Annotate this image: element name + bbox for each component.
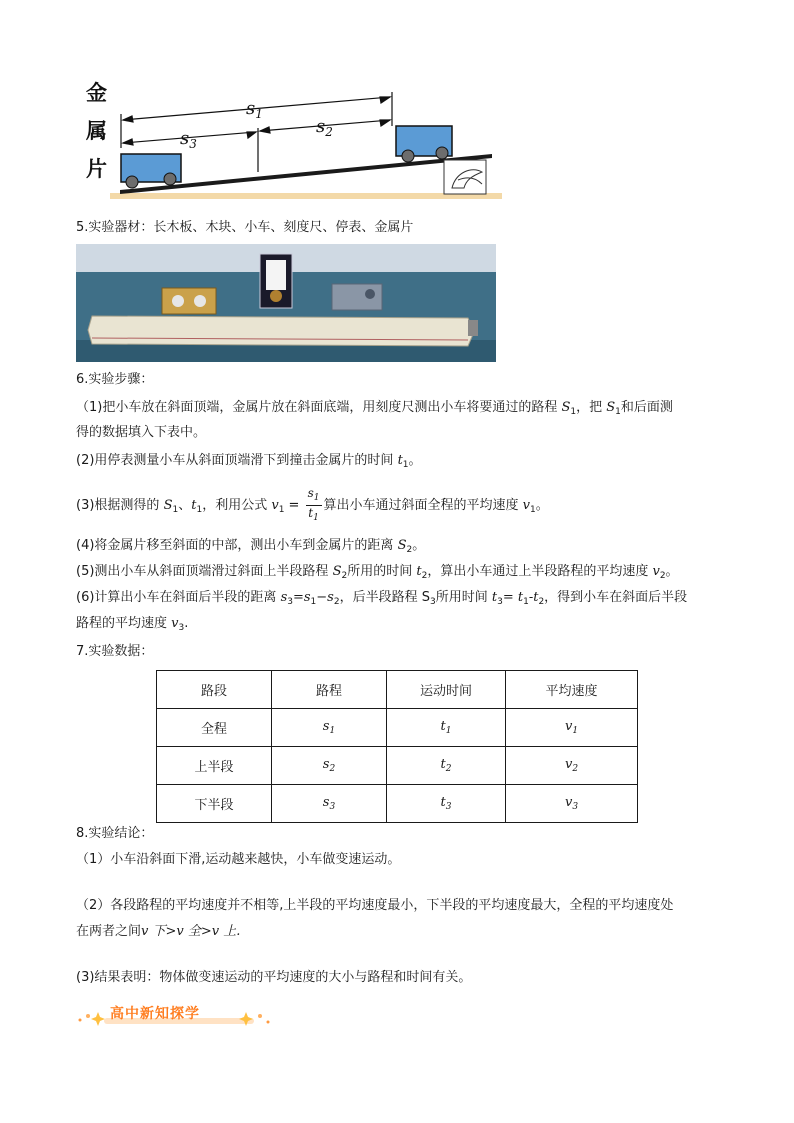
- table-cell: $s_2$: [272, 747, 387, 785]
- label-s1: $s_1$: [246, 98, 263, 121]
- conclusion-2-line-1: （2）各段路程的平均速度并不相等,上半段的平均速度最小，下半段的平均速度最大，全程的平均速度处: [76, 898, 674, 913]
- metal-sheet-label-1: 金: [86, 81, 107, 105]
- section-8-title: 8.实验结论：: [76, 826, 154, 841]
- table-row: [157, 709, 638, 747]
- data-table: [156, 670, 638, 823]
- table-cell: $s_3$: [272, 785, 387, 823]
- wood-block: [444, 160, 486, 194]
- table-header: 路段: [157, 671, 272, 709]
- step-3: (3)根据测得的 $S_1$、$t_1$，利用公式 $v_1$ = $\frac{s_1}{t_1}$ 算出小车通过斜面全程的平均速度 $v_1$。: [76, 486, 549, 523]
- banner-title: 高中新知探学: [110, 1006, 200, 1022]
- step-2: (2)用停表测量小车从斜面顶端滑下到撞击金属片的时间 $t_1$。: [76, 453, 422, 470]
- step-6-line-2: 路程的平均速度 $v_3$.: [76, 616, 189, 633]
- table-cell: 下半段: [157, 785, 272, 823]
- label-s2: $s_2$: [316, 116, 333, 139]
- metal-sheet-label-2: 属: [86, 119, 107, 143]
- conclusion-1: （1）小车沿斜面下滑,运动越来越快，小车做变速运动。: [76, 852, 401, 867]
- conclusion-3: (3)结果表明：物体做变速运动的平均速度的大小与路程和时间有关。: [76, 970, 472, 985]
- stopwatch-photo: [260, 254, 292, 308]
- section-6-title: 6.实验步骤：: [76, 372, 154, 387]
- table-header: 平均速度: [506, 671, 638, 709]
- table-header: 路程: [272, 671, 387, 709]
- step-1-line-1: （1)把小车放在斜面顶端，金属片放在斜面底端，用刻度尺测出小车将要通过的路程 $S_1$，把 $S_1$和后面测: [76, 400, 673, 417]
- wood-block-photo: [162, 288, 216, 314]
- equipment-photo: [76, 244, 496, 362]
- table-header-row: [157, 671, 638, 709]
- table-cell: $s_1$: [272, 709, 387, 747]
- table-cell: 上半段: [157, 747, 272, 785]
- label-s3: $s_3$: [180, 128, 197, 151]
- table-cell: $t_1$: [387, 709, 506, 747]
- metal-sheet-label-3: 片: [86, 157, 107, 181]
- ruler-board-photo: [88, 316, 478, 346]
- incline-diagram: [80, 76, 510, 206]
- table-cell: $t_3$: [387, 785, 506, 823]
- cart-photo: [332, 284, 382, 310]
- table-row: [157, 785, 638, 823]
- step-1-line-2: 得的数据填入下表中。: [76, 425, 207, 440]
- ground-strip: [110, 193, 502, 199]
- table-cell: $v_3$: [506, 785, 638, 823]
- section-banner: [76, 1000, 276, 1028]
- table-header: 运动时间: [387, 671, 506, 709]
- table-row: [157, 747, 638, 785]
- conclusion-2-line-2: 在两者之间v 下>v 全>v 上.: [76, 924, 241, 939]
- section-5-equipment: 5.实验器材：长木板、木块、小车、刻度尺、停表、金属片: [76, 220, 414, 235]
- step-4: (4)将金属片移至斜面的中部，测出小车到金属片的距离 $S_2$。: [76, 538, 426, 555]
- formula-fraction: $\frac{s_1}{t_1}$: [307, 486, 320, 523]
- table-cell: 全程: [157, 709, 272, 747]
- section-7-title: 7.实验数据：: [76, 644, 154, 659]
- table-cell: $t_2$: [387, 747, 506, 785]
- step-5: (5)测出小车从斜面顶端滑过斜面上半段路程 $S_2$所用的时间 $t_2$，算出小车通过上半段路程的平均速度 $v_2$。: [76, 564, 679, 581]
- step-6-line-1: (6)计算出小车在斜面后半段的距离 $s_3=s_1-s_2$，后半段路程 $S_3$所用时间 $t_3= t_1-t_2$，得到小车在斜面后半段: [76, 590, 688, 607]
- cart-bottom: [121, 154, 181, 188]
- table-cell: $v_1$: [506, 709, 638, 747]
- table-cell: $v_2$: [506, 747, 638, 785]
- cart-top: [396, 126, 452, 162]
